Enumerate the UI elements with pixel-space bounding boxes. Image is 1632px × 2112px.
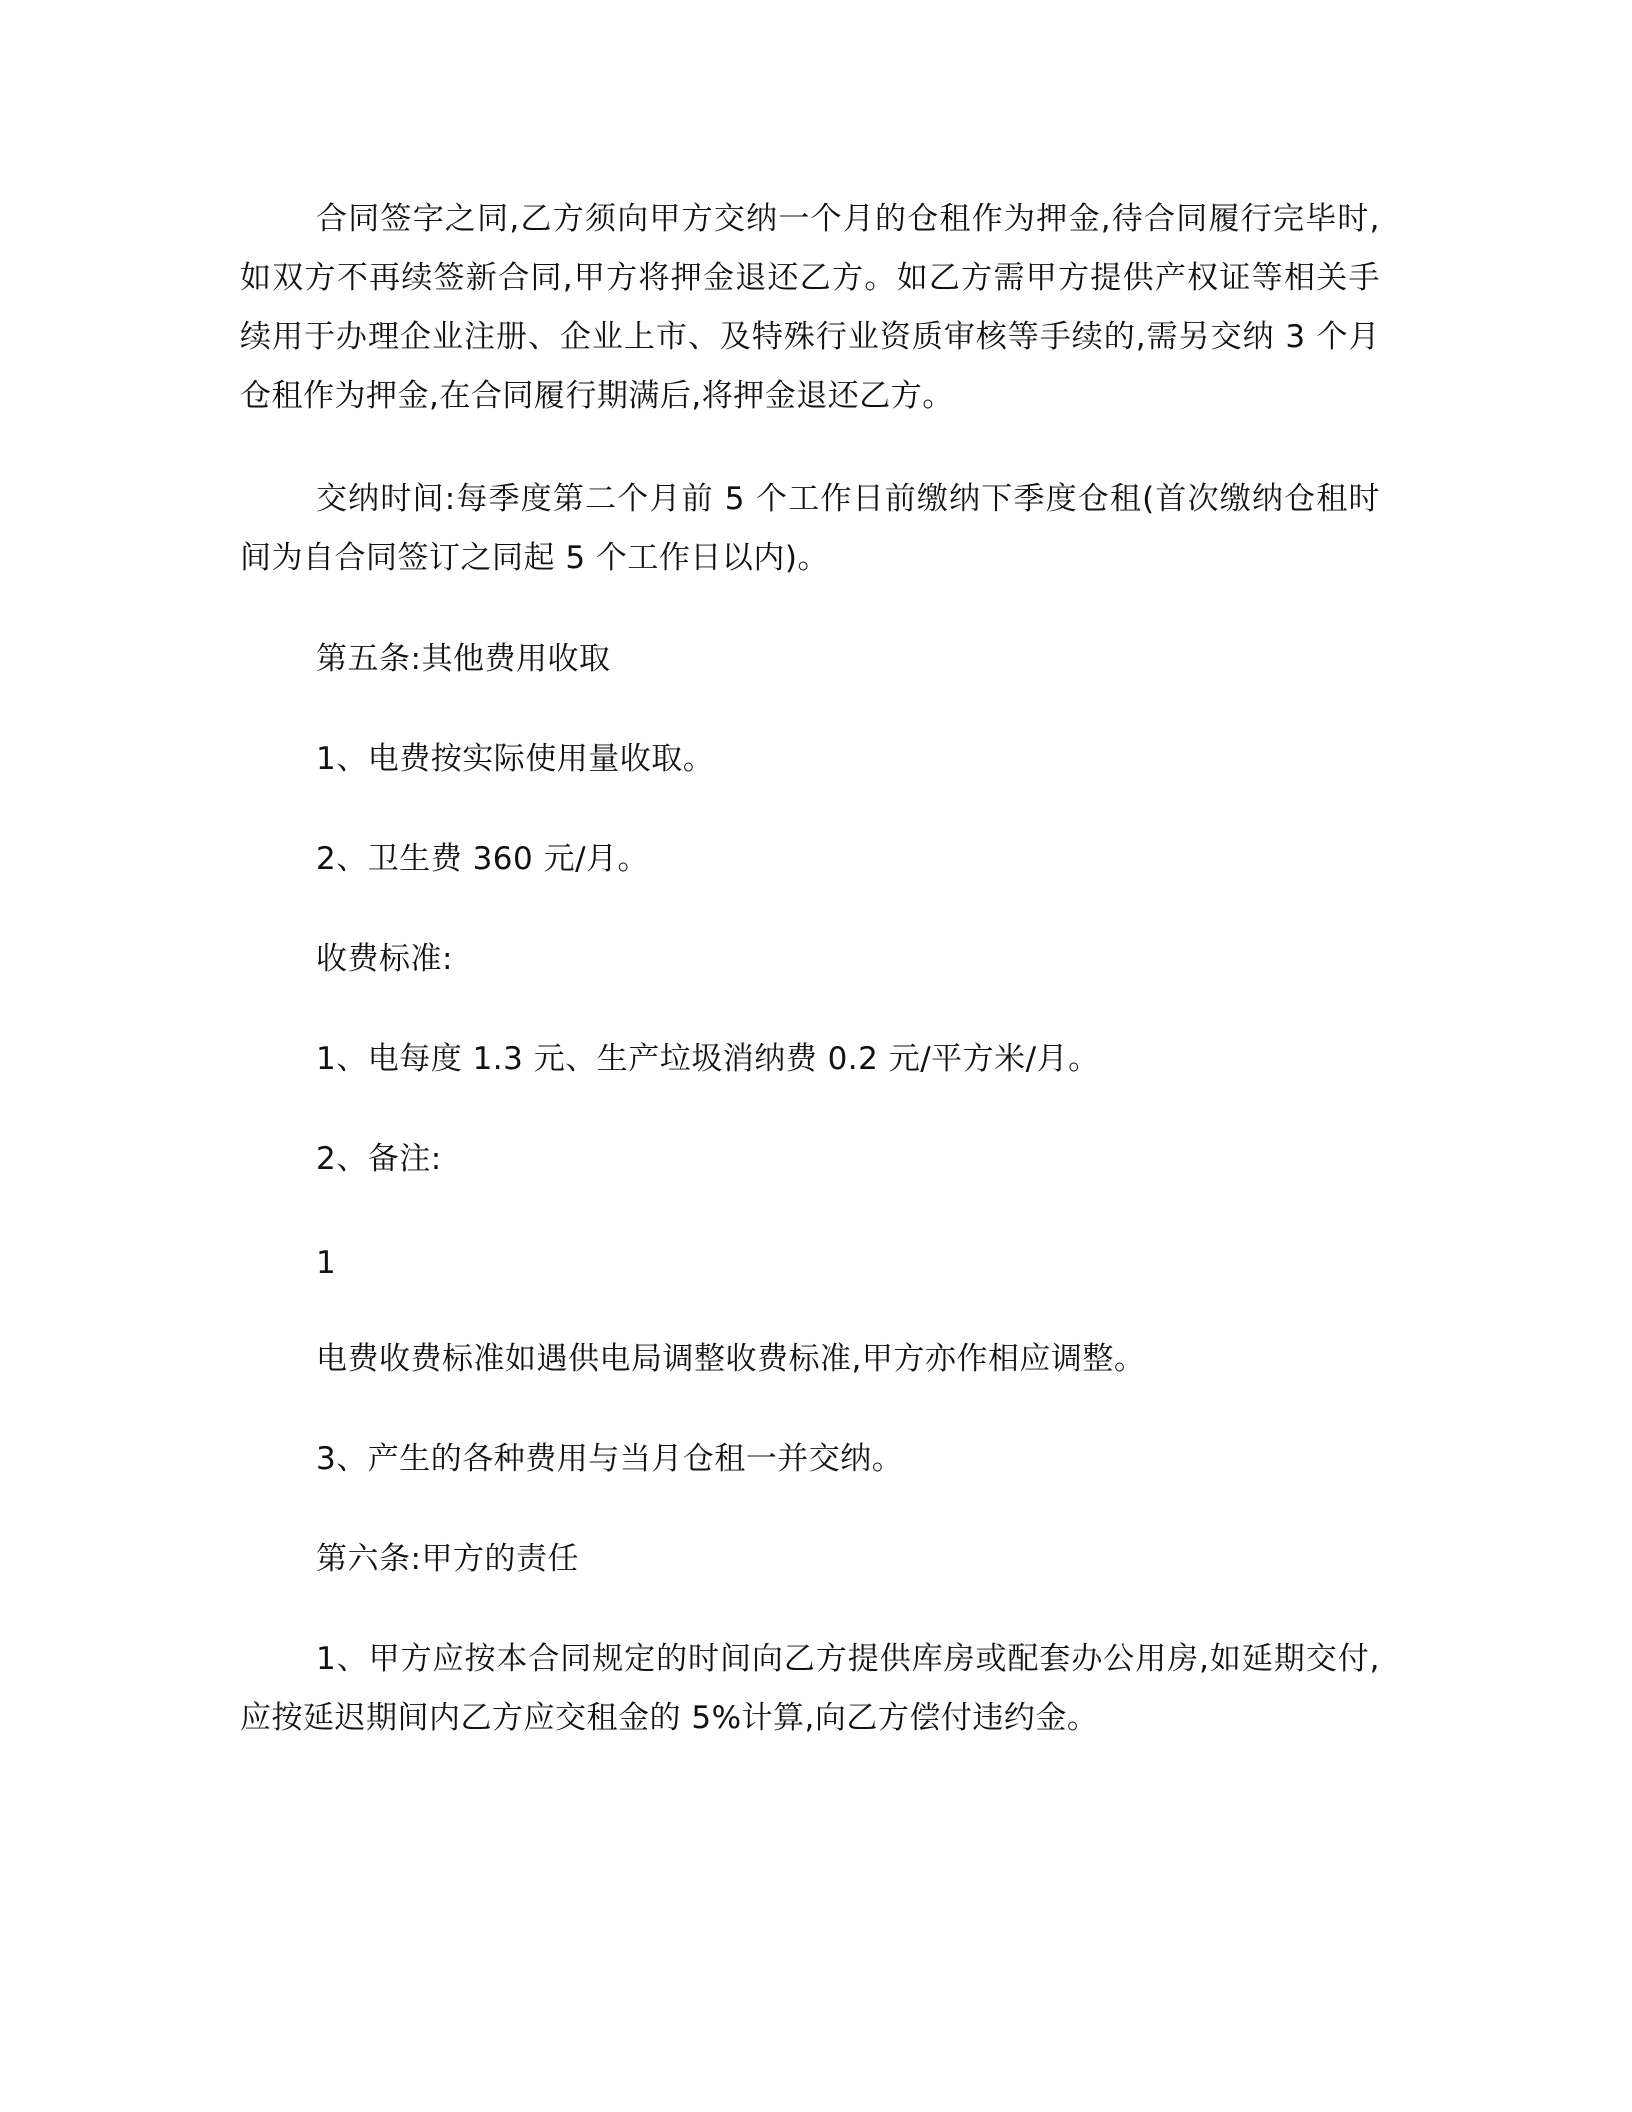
- heading-article-five: 第五条:其他费用收取: [316, 641, 611, 677]
- list-item-sanitation: 2、卫生费 360 元/月。: [316, 841, 650, 877]
- list-item-remarks: 2、备注:: [316, 1141, 442, 1177]
- page-number: 1: [316, 1245, 337, 1281]
- heading-fee-standard: 收费标准:: [316, 941, 453, 977]
- paragraph-party-a-responsibility: 1、甲方应按本合同规定的时间向乙方提供库房或配套办公用房,如延期交付,应按延迟期间内乙方应交租金的 5%计算,向乙方偿付违约金。: [240, 1641, 1380, 1736]
- heading-article-six: 第六条:甲方的责任: [316, 1541, 579, 1577]
- paragraph-payment-time: 交纳时间:每季度第二个月前 5 个工作日前缴纳下季度仓租(首次缴纳仓租时间为自合同签订之同起 5 个工作日以内)。: [240, 481, 1380, 576]
- list-item-fee-rates: 1、电每度 1.3 元、生产垃圾消纳费 0.2 元/平方米/月。: [316, 1041, 1100, 1077]
- list-item-fees-payment: 3、产生的各种费用与当月仓租一并交纳。: [316, 1441, 904, 1477]
- paragraph-deposit: 合同签字之同,乙方须向甲方交纳一个月的仓租作为押金,待合同履行完毕时,如双方不再续签新合同,甲方将押金退还乙方。如乙方需甲方提供产权证等相关手续用于办理企业注册、企业上市、及特殊行业资质审核等手续的,需另交纳 3 个月仓租作为押金,在合同履行期满后,将押金退还乙方。: [240, 201, 1380, 414]
- list-item-electricity: 1、电费按实际使用量收取。: [316, 741, 715, 777]
- paragraph-electricity-adjustment: 电费收费标准如遇供电局调整收费标准,甲方亦作相应调整。: [316, 1341, 1146, 1377]
